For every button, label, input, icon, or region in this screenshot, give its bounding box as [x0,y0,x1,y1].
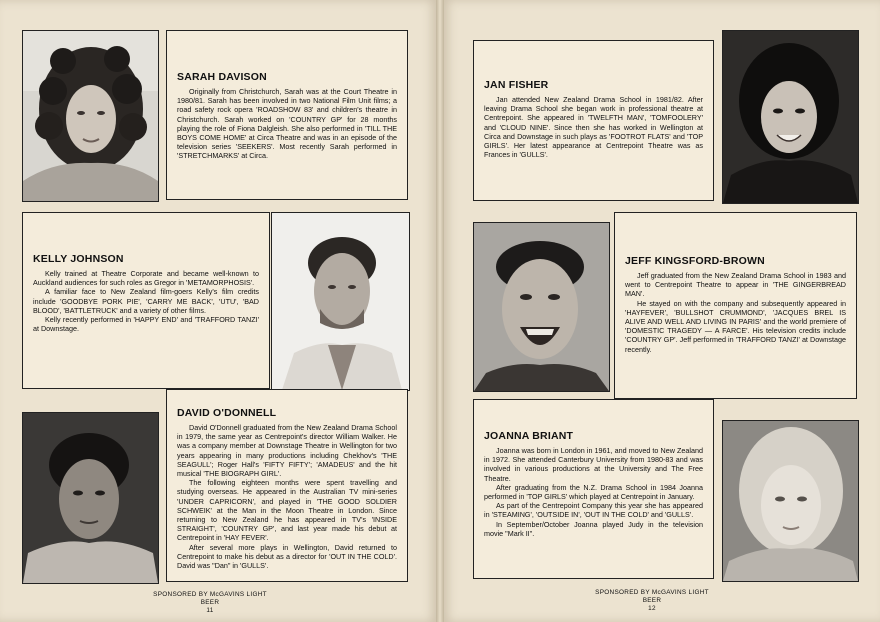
bio-paragraph: A familiar face to New Zealand film-goers Kelly's film credits include 'GOODBYE PORK PIE', 'CARRY ME BACK', 'UTU', 'BAD BLOOD', 'BATTLETRUCK' and a variety of other films. [33,287,259,315]
sponsor-line: SPONSORED BY McGAVINS LIGHT BEER [595,589,709,604]
bio-name: KELLY JOHNSON [33,253,124,265]
bio-name: DAVID O'DONNELL [177,407,277,419]
photo-sarah-davison [22,30,159,202]
photo-david-odonnell [22,412,159,584]
bio-paragraph: As part of the Centrepoint Company this year she has appeared in 'STEAMING', 'OUTSIDE IN', 'OUT IN THE COLD' and 'GULLS'. [484,501,703,520]
bio-name: JAN FISHER [484,79,549,91]
bio-box-jan-fisher [473,40,714,201]
bio-box-kelly-johnson [22,212,270,389]
bio-name: JEFF KINGSFORD-BROWN [625,255,765,267]
bio-paragraph: Kelly recently performed in 'HAPPY END' and 'TRAFFORD TANZI' at Downstage. [33,315,259,334]
right-footer [592,589,712,613]
bio-paragraph: After several more plays in Wellington, David returned to Centrepoint to make his debut as a director for 'OUT IN THE COLD'. David was "Dan" in 'GULLS'. [177,542,397,571]
sponsor-line: SPONSORED BY McGAVINS LIGHT BEER [153,591,267,606]
page-number: 11 [206,607,214,614]
photo-jeff-kingsford-brown [473,222,610,392]
bio-paragraph: David O'Donnell graduated from the New Zealand Drama School in 1979, the same year as Centrepoint's director William Walker. He was a company member at Downstage Theatre in Wellington for two years appearing in many productions including Chekhov's 'THE SEAGULL'; Roger Hall's 'FIFTY FIFTY'; 'AMADEUS' and the hit musical 'THE BIOGRAPH GIRL'. [177,423,397,479]
bio-paragraph: Originally from Christchurch, Sarah was at the Court Theatre in 1980/81. Sarah has been involved in two National Film Unit films; a road safety rock opera 'ROADSHOW 83' and children's theatre in Christchurch. Sarah worked on 'COUNTRY GP' for 28 months playing the role of Fiona Dalgleish. She also performed in 'TILL THE BOYS COME HOME' at Circa Theatre and was in an episode of the television series 'SEEKERS'. Most recently Sarah performed in 'STRETCHMARKS' at Circa. [177,87,397,161]
bio-box-david-odonnell [166,389,408,582]
bio-paragraph: After graduating from the N.Z. Drama School in 1984 Joanna performed in 'TOP GIRLS' which played at Centrepoint in January. [484,482,703,502]
bio-paragraph: Jan attended New Zealand Drama School in 1981/82. After leaving Drama School she began work in professional theatre at Centrepoint. She appeared in 'TWELFTH MAN', 'TOMFOOLERY' and 'CLOUD NINE'. Since then she has worked in Wellington at Circa and Downstage in such plays as 'FOOTROT FLATS' and 'TOP GIRLS'. Her latest appearance at Centrepoint Theatre was as Frances in 'GULLS'. [484,95,703,160]
bio-name: SARAH DAVISON [177,71,267,83]
bio-name: JOANNA BRIANT [484,430,574,442]
bio-box-joanna-briant [473,399,714,579]
bio-paragraph: The following eighteen months were spent travelling and studying overseas. He appeared in the Australian TV mini-series 'UNDER CAPRICORN', and played in 'THE GOOD SOLDIER SCHWEIK' at the Man in the Moon Theatre in London. Since returning to New Zealand he has appeared in TV's 'INSIDE STRAIGHT', 'COUNTRY GP', and last year made his debut at Centrepoint in 'HAY FEVER'. [177,478,397,543]
bio-paragraph: In September/October Joanna played Judy in the television movie "Mark II". [484,519,703,538]
bio-paragraph: Jeff graduated from the New Zealand Drama School in 1983 and went to Centrepoint Theatre to appear in 'THE GINGERBREAD MAN'. [625,271,846,299]
page-number: 12 [648,605,656,612]
photo-jan-fisher [722,30,859,204]
photo-kelly-johnson [271,212,410,391]
bio-paragraph: He stayed on with the company and subsequently appeared in 'HAYFEVER', 'BULLSHOT CRUMMOND', 'JACQUES BREL IS ALIVE AND WELL AND LIVING IN PARIS' and the world premiere of 'DOMESTIC TRAGEDY — A FARCE'. His television credits include 'COUNTRY GP'. Jeff performed in 'TRAFFORD TANZI' at Downstage recently. [625,298,846,354]
bio-paragraph: Joanna was born in London in 1961, and moved to New Zealand in 1972. She attended Canterbury University from 1980-83 and was involved in various productions at the University and The Free Theatre. [484,446,703,483]
left-footer [150,591,270,615]
photo-joanna-briant [722,420,859,582]
bio-box-sarah-davison [166,30,408,200]
bio-box-jeff-kingsford-brown [614,212,857,399]
bio-paragraph: Kelly trained at Theatre Corporate and became well-known to Auckland audiences for such roles as Gregor in 'METAMORPHOSIS'. [33,269,259,288]
book-spine [436,0,444,622]
